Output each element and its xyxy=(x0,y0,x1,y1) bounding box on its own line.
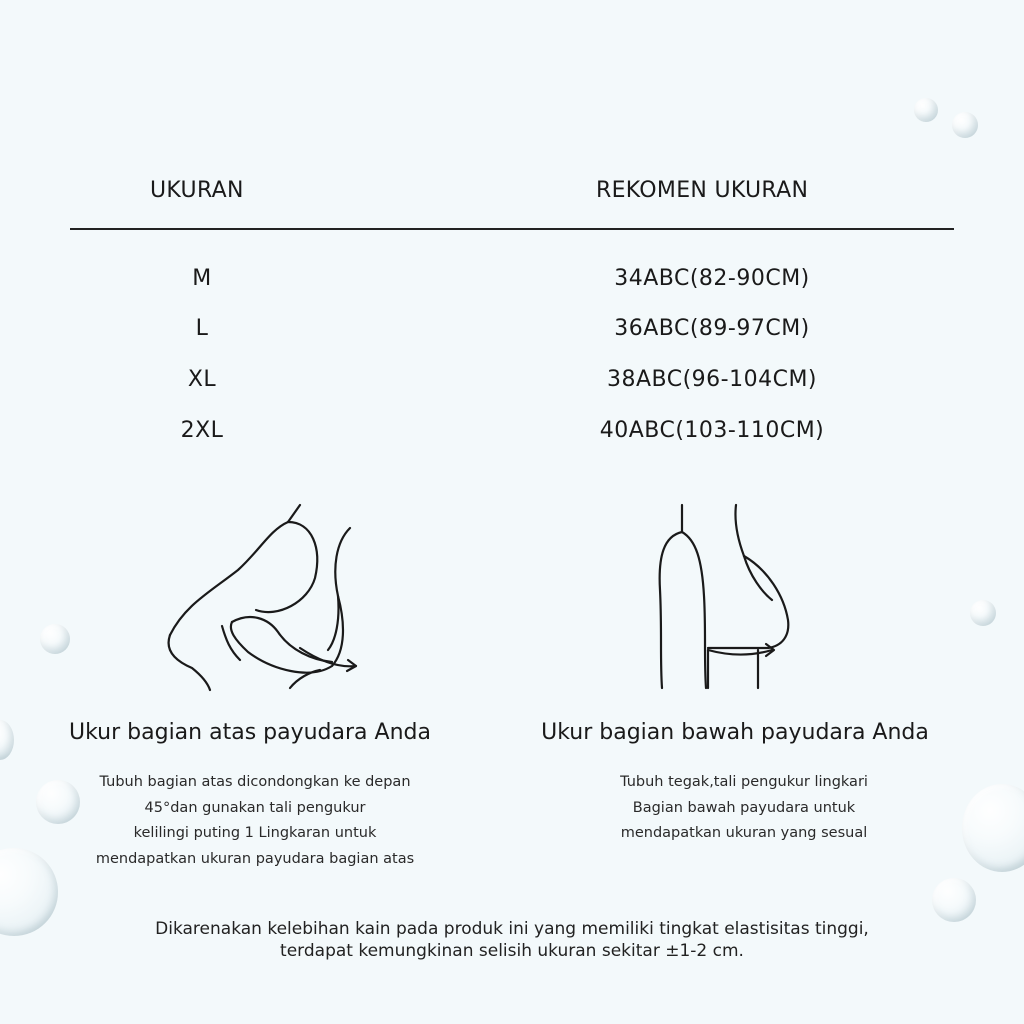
bubble-decoration xyxy=(914,98,938,122)
right-guide-title: Ukur bagian bawah payudara Anda xyxy=(541,720,929,745)
elasticity-note xyxy=(62,918,962,962)
table-row xyxy=(0,367,1024,397)
right-guide-description xyxy=(514,770,974,847)
bubble-decoration xyxy=(40,624,70,654)
left-guide-line: mendapatkan ukuran payudara bagian atas xyxy=(95,850,415,867)
size-column-header: UKURAN xyxy=(150,178,244,203)
recommendation-cell: 36ABC(89-97CM) xyxy=(614,316,810,341)
bust-measurement-icon xyxy=(160,500,370,695)
size-cell: 2XL xyxy=(180,418,224,443)
recommendation-column-header: REKOMEN UKURAN xyxy=(596,178,809,203)
header-divider xyxy=(70,228,954,230)
right-guide-line: mendapatkan ukuran yang sesual xyxy=(620,825,868,841)
left-guide-title: Ukur bagian atas payudara Anda xyxy=(69,720,431,745)
right-guide-line: Bagian bawah payudara untuk xyxy=(632,799,856,816)
left-guide-line: 45°dan gunakan tali pengukur xyxy=(144,799,366,816)
left-guide-description xyxy=(25,770,485,872)
left-guide-line: kelilingi puting 1 Lingkaran untuk xyxy=(133,825,377,841)
recommendation-cell: 40ABC(103-110CM) xyxy=(599,418,825,443)
bubble-decoration xyxy=(970,600,996,626)
note-line: terdapat kemungkinan selisih ukuran sekitar ±1-2 cm. xyxy=(280,941,744,961)
bubble-decoration xyxy=(932,878,976,922)
note-line: Dikarenakan kelebihan kain pada produk ini yang memiliki tingkat elastisitas tinggi, xyxy=(155,919,869,939)
recommendation-cell: 34ABC(82-90CM) xyxy=(614,266,810,291)
underbust-measurement-icon xyxy=(640,500,800,695)
table-row xyxy=(0,316,1024,346)
size-cell: XL xyxy=(187,367,217,392)
right-guide-line: Tubuh tegak,tali pengukur lingkari xyxy=(620,774,868,790)
size-cell: M xyxy=(192,266,212,291)
left-guide-line: Tubuh bagian atas dicondongkan ke depan xyxy=(99,774,411,790)
table-row xyxy=(0,418,1024,448)
recommendation-cell: 38ABC(96-104CM) xyxy=(606,367,818,392)
size-cell: L xyxy=(195,316,209,341)
table-row xyxy=(0,266,1024,296)
bubble-decoration xyxy=(0,720,14,760)
bubble-decoration xyxy=(952,112,978,138)
